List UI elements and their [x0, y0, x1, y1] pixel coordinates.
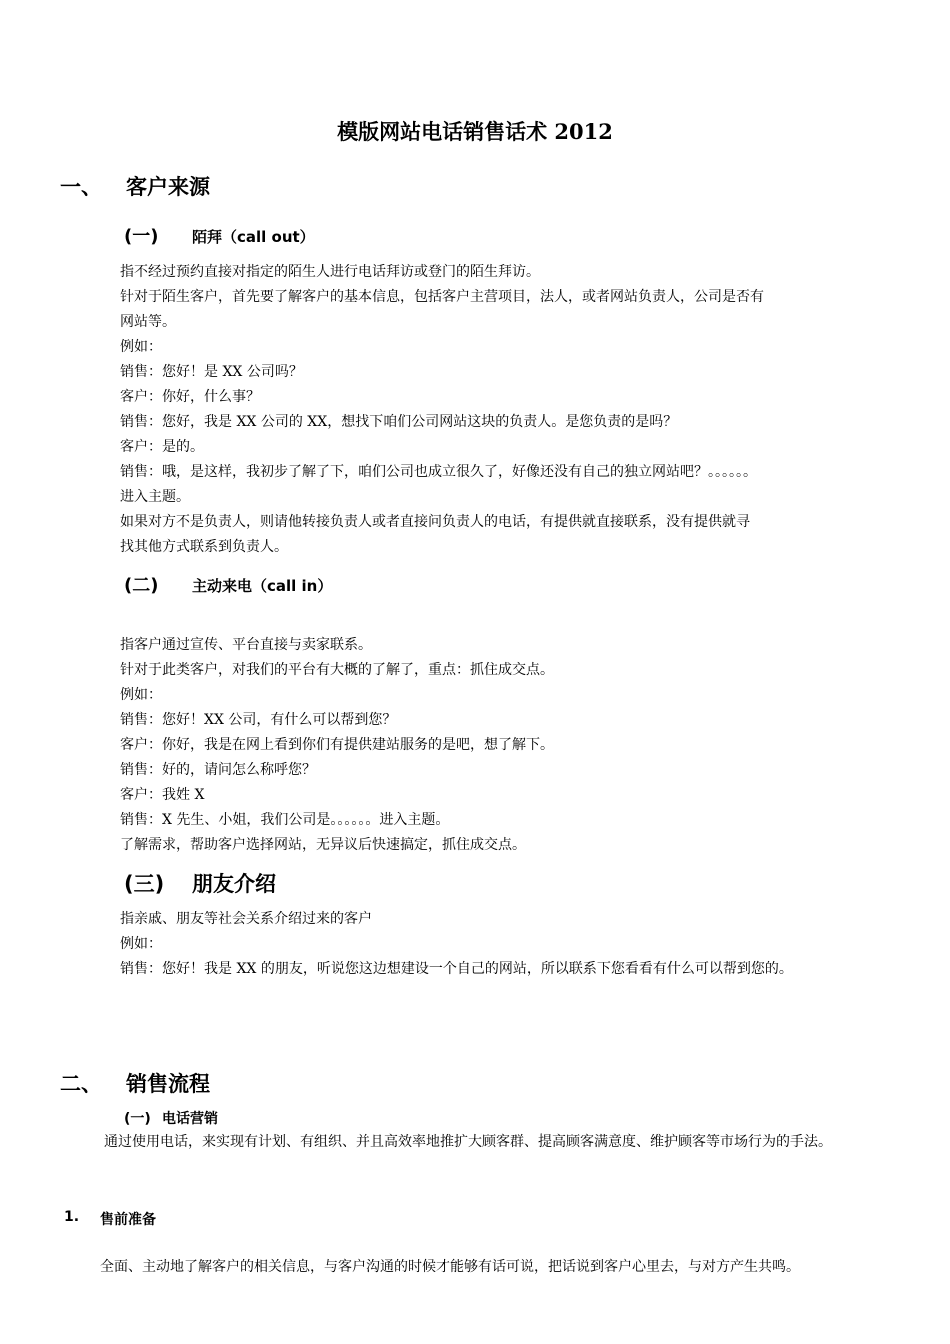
subsection-2-1-paragraph: 通过使用电话，来实现有计划、有组织、并且高效率地推扩大顾客群、提高顾客满意度、维护顾客等市场行为的手法。 — [104, 1134, 832, 1150]
text-line: 例如： — [120, 936, 162, 952]
subsection-1-1-number: (一) — [124, 226, 159, 247]
text-line: 销售：X 先生、小姐，我们公司是。。。。。。进入主题。 — [120, 812, 450, 828]
text-line: 客户：我姓 X — [120, 787, 205, 803]
subsection-1-2-heading: 主动来电（call in） — [192, 577, 333, 595]
text-line: 如果对方不是负责人，则请他转接负责人或者直接问负责人的电话，有提供就直接联系，没有提供就寻 — [120, 514, 750, 530]
subsection-2-1-heading: 电话营销 — [162, 1111, 218, 1127]
subsection-1-3-heading: 朋友介绍 — [192, 872, 276, 896]
text-line: 销售：您好！是 XX 公司吗？ — [120, 364, 303, 380]
text-line: 销售：您好，我是 XX 公司的 XX，想找下咱们公司网站这块的负责人。是您负责的是吗？ — [120, 414, 678, 430]
text-line: 网站等。 — [120, 314, 176, 330]
text-line: 了解需求，帮助客户选择网站，无异议后快速搞定，抓住成交点。 — [120, 837, 526, 853]
text-line: 销售：哦，是这样，我初步了解了下，咱们公司也成立很久了，好像还没有自己的独立网站吧？。。。。。。 — [120, 464, 757, 480]
section-2-number: 二、 — [60, 1071, 102, 1096]
subsection-1-2-number: (二) — [124, 575, 159, 596]
text-line: 客户：你好，我是在网上看到你们有提供建站服务的是吧，想了解下。 — [120, 737, 554, 753]
section-1-heading: 客户来源 — [126, 174, 210, 199]
section-2-heading: 销售流程 — [126, 1071, 210, 1096]
text-line: 找其他方式联系到负责人。 — [120, 539, 288, 555]
item-1-number: 1. — [64, 1209, 80, 1225]
text-line: 针对于此类客户，对我们的平台有大概的了解了，重点：抓住成交点。 — [120, 662, 554, 678]
section-1-number: 一、 — [60, 174, 102, 199]
subsection-1-3-body — [120, 907, 793, 982]
item-1-paragraph: 全面、主动地了解客户的相关信息，与客户沟通的时候才能够有话可说，把话说到客户心里去，与对方产生共鸣。 — [100, 1259, 800, 1275]
subsection-2-1-number: (一) — [124, 1111, 151, 1127]
subsection-1-1-body — [120, 260, 764, 560]
subsection-1-3-number: (三) — [124, 872, 165, 896]
text-line: 销售：您好！XX 公司，有什么可以帮到您？ — [120, 712, 397, 728]
subsection-1-2-body — [120, 633, 554, 858]
subsection-1-1-heading: 陌拜（call out） — [192, 228, 315, 246]
item-1-heading: 售前准备 — [100, 1212, 156, 1228]
text-line: 进入主题。 — [120, 489, 190, 505]
text-line: 销售：好的，请问怎么称呼您？ — [120, 762, 316, 778]
text-line: 客户：是的。 — [120, 439, 204, 455]
text-line: 客户：你好，什么事？ — [120, 389, 260, 405]
text-line: 指客户通过宣传、平台直接与卖家联系。 — [120, 637, 372, 653]
text-line: 例如： — [120, 339, 162, 355]
document-title: 模版网站电话销售话术 2012 — [337, 119, 613, 144]
text-line: 指亲戚、朋友等社会关系介绍过来的客户 — [120, 911, 372, 927]
text-line: 例如： — [120, 687, 162, 703]
text-line: 销售：您好！我是 XX 的朋友，听说您这边想建设一个自己的网站，所以联系下您看看有什么可以帮到您的。 — [120, 961, 793, 977]
text-line: 针对于陌生客户，首先要了解客户的基本信息，包括客户主营项目，法人，或者网站负责人，公司是否有 — [120, 289, 764, 305]
text-line: 指不经过预约直接对指定的陌生人进行电话拜访或登门的陌生拜访。 — [120, 264, 540, 280]
